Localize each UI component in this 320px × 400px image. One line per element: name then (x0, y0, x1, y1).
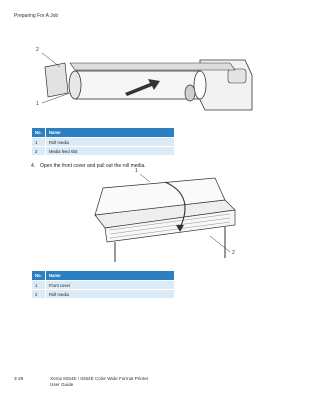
cell-no: 1 (32, 281, 46, 290)
table-row (32, 147, 175, 156)
printer-front-cover-illustration (85, 170, 245, 265)
cell-no: 1 (32, 138, 46, 147)
callout-1: 1 (36, 101, 39, 107)
table-header-row (32, 271, 175, 281)
callout-2: 2 (232, 250, 235, 256)
footer-product-name: Xerox 8254E / 8264E Color Wide Format Printer (50, 376, 149, 381)
page-header-title: Preparing For A Job (14, 13, 59, 19)
figure-roll-media-loading (30, 45, 260, 125)
table-row (32, 290, 175, 299)
column-header-no: No. (32, 271, 46, 281)
table-row (32, 281, 175, 290)
cell-name: Roll media (46, 290, 175, 299)
column-header-name: Name (46, 128, 175, 138)
printer-roll-illustration (30, 45, 260, 125)
footer-guide-name: User Guide (50, 382, 74, 387)
step-number: 4. (31, 163, 36, 169)
cell-name: Media feed slot (46, 147, 175, 156)
table-row (32, 138, 175, 147)
figure-front-cover-open (85, 170, 245, 265)
step-text: Open the front cover and pull out the roll media. (40, 163, 146, 169)
table-header-row (32, 128, 175, 138)
column-header-no: No. (32, 128, 46, 138)
callout-2: 2 (36, 47, 39, 53)
cell-no: 2 (32, 290, 46, 299)
column-header-name: Name (46, 271, 175, 281)
parts-table-2 (31, 270, 175, 299)
parts-table-1 (31, 127, 175, 156)
footer-page-number: 3-28 (14, 376, 24, 381)
cell-name: Roll media (46, 138, 175, 147)
cell-name: Front cover (46, 281, 175, 290)
callout-1: 1 (135, 168, 138, 174)
cell-no: 2 (32, 147, 46, 156)
